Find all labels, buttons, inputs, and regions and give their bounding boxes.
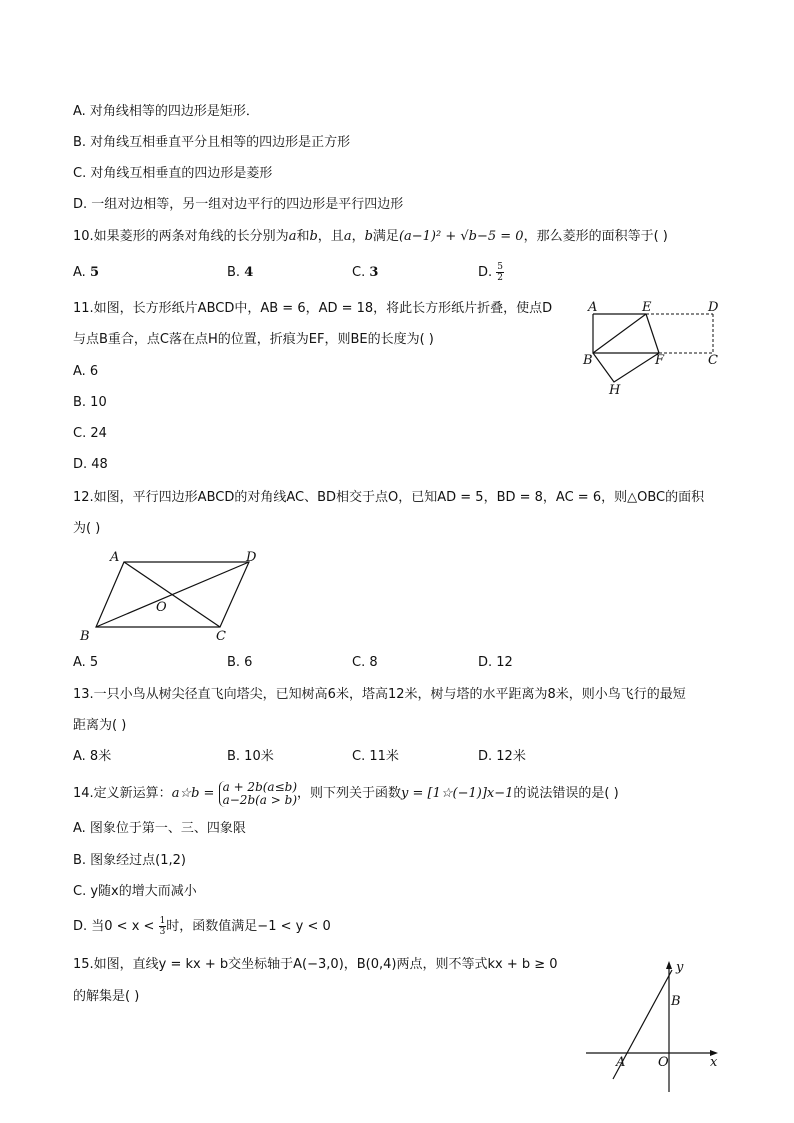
q11-option-c: C. 24 [73, 426, 107, 441]
q15-label-x: x [710, 1055, 718, 1070]
q12-option-a: A. 5 [73, 655, 99, 670]
q11-stem-line1: 11.如图，长方形纸片ABCD中，AB = 6，AD = 18，将此长方形纸片折叠，使点D [73, 301, 553, 316]
q10-comma: ， [351, 229, 365, 244]
q11-option-d: D. 48 [73, 457, 108, 472]
q13-option-a: A. 8米 [73, 749, 112, 764]
q10-var-b: b [309, 229, 318, 244]
q12-option-b: B. 6 [227, 655, 253, 670]
q14-function: y = [1☆(−1)]x−1 [401, 786, 514, 801]
q14-option-b: B. 图象经过点(1,2) [73, 853, 187, 868]
q15-label-y: y [676, 960, 684, 975]
q11-stem-line2: 与点B重合，点C落在点H的位置，折痕为EF，则BE的长度为( ) [73, 332, 434, 347]
q11-label-h: H [609, 383, 621, 398]
q13-option-d: D. 12米 [478, 749, 526, 764]
q15-label-a: A [616, 1055, 626, 1070]
q14-piecewise-definition [219, 781, 297, 807]
q10-option-d: D. $\frac{5}{2}$ [478, 262, 504, 283]
q15-label-o: O [658, 1055, 669, 1070]
q14-option-a: A. 图象位于第一、三、四象限 [73, 821, 246, 836]
q11-label-f: F [655, 353, 665, 368]
q10-equation: (a−1)² + √b−5 = 0 [398, 229, 524, 244]
q11-label-d: D [708, 300, 719, 315]
q11-option-a: A. 6 [73, 364, 99, 379]
q14-option-d: D. 当0 < x < $\frac{1}{3}$ 时，函数值满足−1 < y < 0 [73, 916, 331, 937]
q11-label-e: E [642, 300, 652, 315]
q14-case-1: a + 2b(a≤b) [222, 779, 298, 794]
q11-label-a: A [588, 300, 598, 315]
q14-case-2: a−2b(a > b) [222, 792, 298, 807]
q14-post: 的说法错误的是( ) [513, 786, 619, 801]
q12-stem-line2: 为( ) [73, 521, 101, 536]
q9-option-b: B. 对角线互相垂直平分且相等的四边形是正方形 [73, 135, 351, 150]
q10-option-c: C. 3 [352, 265, 379, 280]
q12-label-o: O [156, 600, 167, 615]
q13-option-c: C. 11米 [352, 749, 399, 764]
q10-and: 和 [296, 229, 310, 244]
q12-parallelogram-figure [74, 545, 274, 645]
q14-option-c: C. y随x的增大而减小 [73, 884, 197, 899]
q9-option-d: D. 一组对边相等，另一组对边平行的四边形是平行四边形 [73, 197, 404, 212]
q10-var-b2: b [364, 229, 373, 244]
q9-option-a: A. 对角线相等的四边形是矩形． [73, 104, 259, 119]
q15-stem-line2: 的解集是( ) [73, 989, 140, 1004]
q10-var-a2: a [343, 229, 352, 244]
q11-rectangle-fold-figure [580, 296, 730, 400]
q15-stem-line1: 15.如图，直线y = kx + b交坐标轴于A(−3,0)，B(0,4)两点，则不等式kx + b ≥ 0 [73, 957, 558, 972]
q13-stem-line1: 13.一只小鸟从树尖径直飞向塔尖，已知树高6米，塔高12米，树与塔的水平距离为8米，则小鸟飞行的最短 [73, 687, 686, 702]
q11-label-b: B [583, 353, 593, 368]
q10-option-a: A. 5 [73, 265, 99, 280]
q12-stem-line1: 12.如图，平行四边形ABCD的对角线AC、BD相交于点O，已知AD = 5，BD = 8，AC = 6，则△OBC的面积 [73, 490, 705, 505]
q12-label-d: D [246, 550, 257, 565]
q11-option-b: B. 10 [73, 395, 107, 410]
q9-option-c: C. 对角线互相垂直的四边形是菱形 [73, 166, 273, 181]
q10-stem [73, 228, 668, 246]
q10-mid2: 满足 [372, 229, 399, 244]
q14-stem [73, 780, 619, 808]
q10-option-d-fraction: $\frac{5}{2}$ [497, 262, 504, 283]
q14-option-d-fraction: $\frac{1}{3}$ [159, 916, 166, 937]
q12-label-b: B [80, 629, 90, 644]
q12-option-d: D. 12 [478, 655, 513, 670]
q14-mid: ，则下列关于函数 [297, 786, 402, 801]
q10-option-b: B. 4 [227, 265, 254, 280]
q10-stem-pre: 10.如果菱形的两条对角线的长分别为 [73, 229, 289, 244]
q13-stem-line2: 距离为( ) [73, 718, 127, 733]
q14-stem-pre: 14.定义新运算： [73, 786, 172, 801]
q12-label-c: C [216, 629, 226, 644]
q15-coordinate-figure [580, 955, 725, 1095]
q10-mid: ，且 [317, 229, 344, 244]
q13-option-b: B. 10米 [227, 749, 274, 764]
q12-label-a: A [110, 550, 120, 565]
q10-var-a: a [288, 229, 297, 244]
q14-operator-lhs: a☆b = [171, 786, 215, 801]
q15-label-b: B [671, 994, 681, 1009]
q12-option-c: C. 8 [352, 655, 378, 670]
q10-post: ，那么菱形的面积等于( ) [523, 229, 668, 244]
q11-label-c: C [708, 353, 718, 368]
